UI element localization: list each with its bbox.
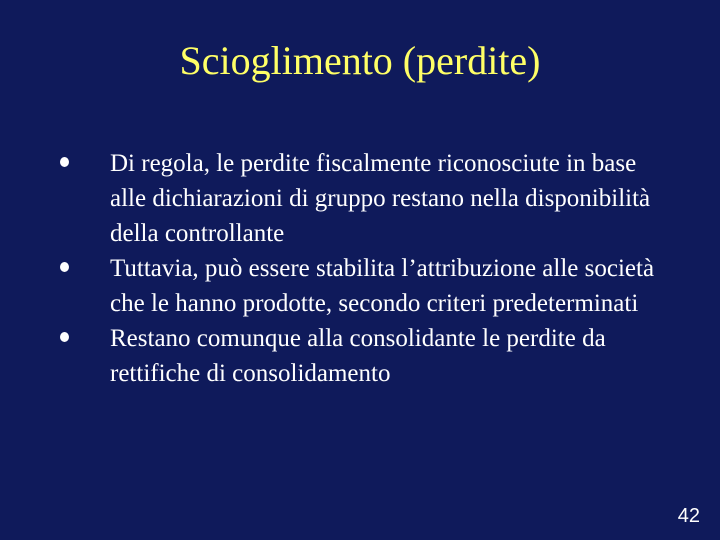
bullet-text: Tuttavia, può essere stabilita l’attribuzione alle società che le hanno prodotte, secondo criteri predeterminati <box>110 255 655 317</box>
bullet-item <box>0 146 720 251</box>
bullet-dot-icon <box>60 262 69 272</box>
bullet-dot-icon <box>60 332 69 342</box>
slide-title: Scioglimento (perdite) <box>179 38 541 83</box>
bullet-item <box>0 321 720 391</box>
bullet-item <box>0 251 720 321</box>
bullet-list <box>0 146 720 391</box>
bullet-dot-icon <box>60 157 69 167</box>
bullet-text: Restano comunque alla consolidante le perdite da rettifiche di consolidamento <box>110 325 606 387</box>
bullet-text: Di regola, le perdite fiscalmente riconosciute in base alle dichiarazioni di gruppo restano nella disponibilità della controllante <box>110 150 651 247</box>
page-number: 42 <box>677 505 700 527</box>
